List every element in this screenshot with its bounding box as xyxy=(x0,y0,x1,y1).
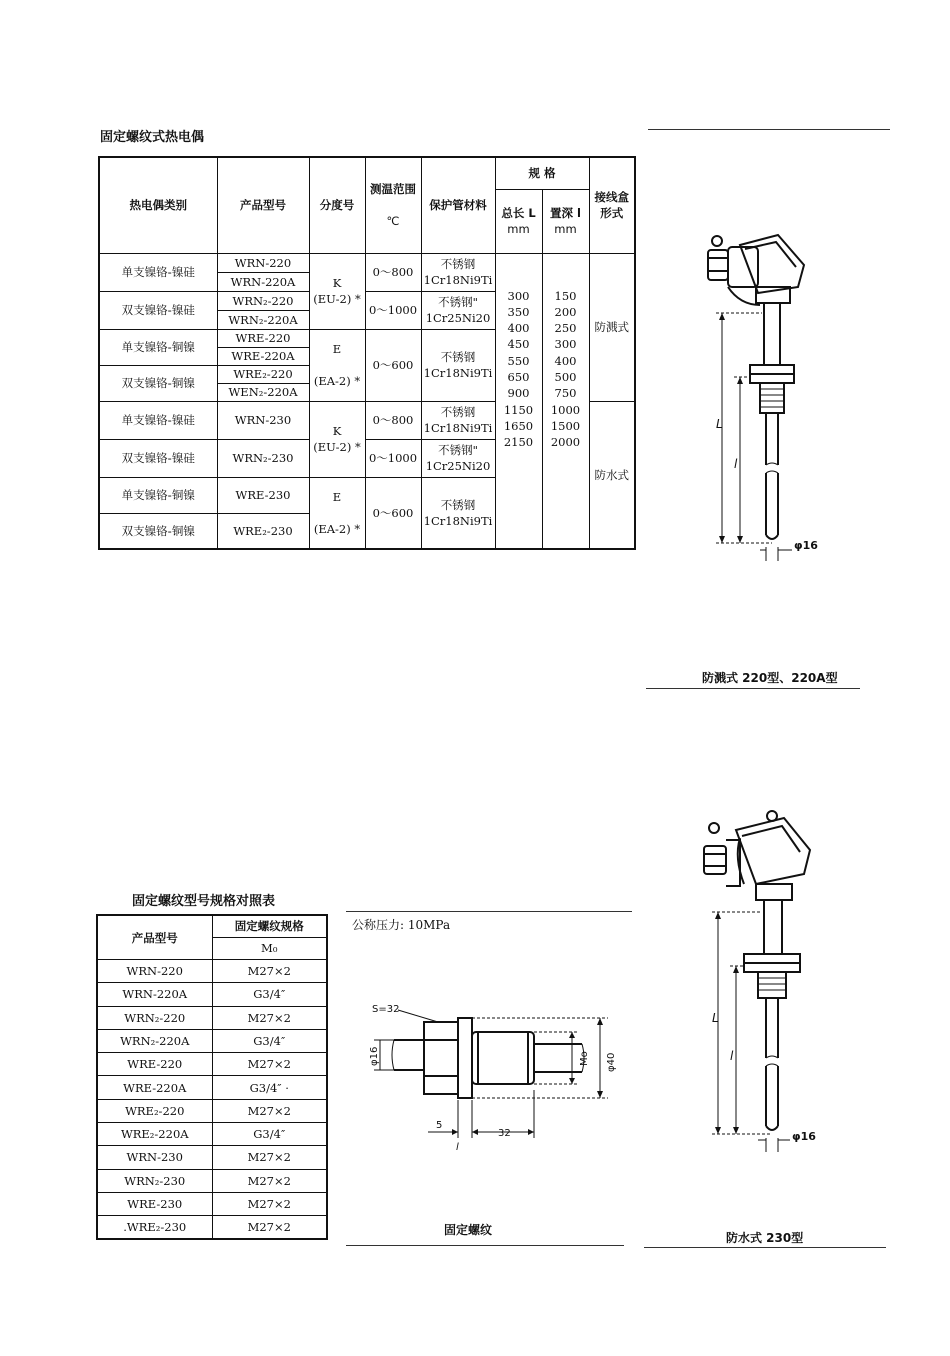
model-cell: WRN-220A xyxy=(97,983,212,1006)
table-row xyxy=(97,1216,327,1239)
range-cell: 0～600 xyxy=(365,477,421,549)
model-cell: WRE-230 xyxy=(97,1192,212,1215)
lengths-list xyxy=(496,288,542,451)
header-depth-label: 置深 l xyxy=(550,206,581,220)
model-cell: WRN₂-220A xyxy=(97,1029,212,1052)
dim-l-label: l xyxy=(456,1142,459,1153)
model-cell: WRE-220A xyxy=(97,1076,212,1099)
model-cell: WRN-220A xyxy=(217,272,309,291)
header-range-label: 测温范围 xyxy=(370,182,416,197)
graduation-code: K xyxy=(332,424,342,438)
dim-L-label: L xyxy=(712,1011,719,1025)
category-cell: 单支镍铬-铜镍 xyxy=(99,477,217,513)
table-row xyxy=(97,1099,327,1122)
table-row xyxy=(97,1146,327,1169)
dim5-label: 5 xyxy=(436,1120,443,1131)
range-cell: 0～1000 xyxy=(365,291,421,329)
figure1-caption: 防溅式 220型、220A型 xyxy=(702,671,838,685)
header-material: 保护管材料 xyxy=(421,157,495,253)
range-cell: 0～1000 xyxy=(365,439,421,477)
table-row xyxy=(97,1123,327,1146)
material-b: 1Cr25Ni20 xyxy=(425,311,491,325)
model-cell: WRE₂-220A xyxy=(97,1123,212,1146)
dim-dia-label: φ16 xyxy=(794,539,818,552)
length-cell xyxy=(495,253,542,549)
length-value: 400 xyxy=(507,321,530,336)
length-value: 650 xyxy=(507,369,530,384)
length-value: 1150 xyxy=(503,402,534,417)
model-cell: WRN₂-220A xyxy=(217,310,309,329)
model-cell: WRN-220 xyxy=(217,253,309,272)
spec-cell: M27×2 xyxy=(212,1146,327,1169)
header-category: 热电偶类别 xyxy=(99,157,217,253)
header-range xyxy=(365,157,421,253)
material-cell xyxy=(421,291,495,329)
model-cell: .WRE₂-230 xyxy=(97,1216,212,1239)
category-cell: 双支镍铬-镍硅 xyxy=(99,439,217,477)
section-title: 固定螺纹式热电偶 xyxy=(100,130,205,145)
divider xyxy=(648,129,890,130)
header-spec: 固定螺纹规格 xyxy=(212,915,327,937)
material-cell xyxy=(421,329,495,401)
figure2-caption: 固定螺纹 xyxy=(444,1223,493,1237)
depth-value: 500 xyxy=(554,369,577,384)
dim-dia-label: φ16 xyxy=(792,1130,816,1143)
box-cell-splash: 防溅式 xyxy=(589,253,635,401)
section2-title: 固定螺纹型号规格对照表 xyxy=(132,894,276,909)
table-row xyxy=(97,1169,327,1192)
header-box: 接线盒形式 xyxy=(589,157,635,253)
graduation-sub: (EA-2) * xyxy=(313,374,361,388)
depth-value: 1000 xyxy=(550,402,581,417)
model-cell: WRE₂-220 xyxy=(217,365,309,383)
model-cell: WRN₂-230 xyxy=(217,439,309,477)
depth-value: 2000 xyxy=(550,435,581,450)
material-a: 不锈钢 xyxy=(440,350,476,364)
spec-cell: M27×2 xyxy=(212,1192,327,1215)
divider xyxy=(346,1245,624,1246)
category-cell: 双支镍铬-镍硅 xyxy=(99,291,217,329)
graduation-code: K xyxy=(332,276,342,290)
spec-cell: M27×2 xyxy=(212,1099,327,1122)
header-spec: 规 格 xyxy=(495,157,589,189)
header-total-length-unit: mm xyxy=(507,222,530,236)
box-cell-waterproof: 防水式 xyxy=(589,401,635,549)
dim32-label: 32 xyxy=(498,1128,511,1139)
fixed-thread-drawing xyxy=(368,1000,628,1160)
depth-value: 1500 xyxy=(550,418,581,433)
thread-spec-table xyxy=(96,914,328,1240)
pressure-label: 公称压力: 10MPa xyxy=(352,918,451,932)
graduation-cell xyxy=(309,253,365,329)
model-cell: WRN₂-230 xyxy=(97,1169,212,1192)
table-row xyxy=(97,983,327,1006)
model-cell: WRE-220 xyxy=(217,329,309,347)
header-total-length-label: 总长 L xyxy=(501,206,536,220)
length-value: 900 xyxy=(507,386,530,401)
graduation-cell xyxy=(309,477,365,549)
category-cell: 双支镍铬-铜镍 xyxy=(99,365,217,401)
depth-value: 750 xyxy=(554,386,577,401)
header-depth xyxy=(542,189,589,253)
range-cell: 0～800 xyxy=(365,401,421,439)
material-cell xyxy=(421,253,495,291)
model-cell: WRE₂-230 xyxy=(217,513,309,549)
model-cell: WEN₂-220A xyxy=(217,383,309,401)
graduation-code: E xyxy=(332,342,342,356)
s-label: S=32 xyxy=(372,1004,400,1015)
material-b: 1Cr25Ni20 xyxy=(425,459,491,473)
depth-value: 250 xyxy=(554,321,577,336)
header-total-length xyxy=(495,189,542,253)
graduation-cell xyxy=(309,329,365,401)
material-b: 1Cr18Ni9Ti xyxy=(423,421,493,435)
thermocouple-table xyxy=(98,156,636,550)
splash-proof-thermocouple-drawing xyxy=(700,225,830,570)
category-cell: 单支镍铬-镍硅 xyxy=(99,253,217,291)
model-cell: WRE-220 xyxy=(97,1053,212,1076)
range-cell: 0～600 xyxy=(365,329,421,401)
header-range-unit: ℃ xyxy=(386,214,400,229)
graduation-sub: (EU-2) * xyxy=(313,292,361,306)
material-b: 1Cr18Ni9Ti xyxy=(423,273,493,287)
table-row xyxy=(97,1192,327,1215)
header-model: 产品型号 xyxy=(97,915,212,960)
spec-cell: G3/4″ · xyxy=(212,1076,327,1099)
depth-value: 150 xyxy=(554,288,577,303)
length-value: 450 xyxy=(507,337,530,352)
material-cell xyxy=(421,477,495,549)
material-b: 1Cr18Ni9Ti xyxy=(423,366,493,380)
table-row xyxy=(97,1006,327,1029)
dim-l-label: l xyxy=(730,1049,734,1063)
mo-label: Mo xyxy=(579,1051,590,1066)
material-cell xyxy=(421,401,495,439)
spec-cell: M27×2 xyxy=(212,1053,327,1076)
dim-L-label: L xyxy=(716,417,723,431)
length-value: 550 xyxy=(507,353,530,368)
header-graduation: 分度号 xyxy=(309,157,365,253)
dia16-label: φ16 xyxy=(369,1046,380,1066)
length-value: 350 xyxy=(507,304,530,319)
length-value: 1650 xyxy=(503,418,534,433)
depth-cell xyxy=(542,253,589,549)
model-cell: WRN-220 xyxy=(97,960,212,983)
graduation-code: E xyxy=(332,489,342,504)
graduation-sub: (EU-2) * xyxy=(313,440,361,454)
spec-cell: G3/4″ xyxy=(212,1123,327,1146)
length-value: 300 xyxy=(507,288,530,303)
model-cell: WRE₂-220 xyxy=(97,1099,212,1122)
dim-l-label: l xyxy=(734,457,738,471)
model-cell: WRN₂-220 xyxy=(217,291,309,310)
spec-cell: M27×2 xyxy=(212,1006,327,1029)
divider xyxy=(346,911,632,912)
depth-value: 400 xyxy=(554,353,577,368)
spec-cell: G3/4″ xyxy=(212,983,327,1006)
waterproof-thermocouple-drawing xyxy=(696,808,836,1158)
spec-cell: M27×2 xyxy=(212,1216,327,1239)
figure3-caption: 防水式 230型 xyxy=(726,1231,804,1245)
model-cell: WRN-230 xyxy=(97,1146,212,1169)
category-cell: 双支镍铬-铜镍 xyxy=(99,513,217,549)
table-row xyxy=(97,1076,327,1099)
category-cell: 单支镍铬-镍硅 xyxy=(99,401,217,439)
length-value: 2150 xyxy=(503,435,534,450)
divider xyxy=(644,1247,886,1248)
header-sub: M₀ xyxy=(212,937,327,959)
material-a: 不锈钢 xyxy=(440,405,476,419)
table-row xyxy=(97,1029,327,1052)
depth-value: 300 xyxy=(554,337,577,352)
material-a: 不锈钢 xyxy=(440,497,476,512)
material-b: 1Cr18Ni9Ti xyxy=(423,513,493,528)
graduation-cell xyxy=(309,401,365,477)
spec-cell: M27×2 xyxy=(212,960,327,983)
spec-cell: G3/4″ xyxy=(212,1029,327,1052)
material-a: 不锈钢" xyxy=(438,295,478,309)
header-depth-unit: mm xyxy=(554,222,577,236)
divider xyxy=(646,688,860,689)
category-cell: 单支镍铬-铜镍 xyxy=(99,329,217,365)
table-row xyxy=(97,1053,327,1076)
depth-value: 200 xyxy=(554,304,577,319)
model-cell: WRN-230 xyxy=(217,401,309,439)
graduation-sub: (EA-2) * xyxy=(313,521,361,536)
table-row xyxy=(97,960,327,983)
model-cell: WRE-220A xyxy=(217,347,309,365)
range-cell: 0～800 xyxy=(365,253,421,291)
spec-cell: M27×2 xyxy=(212,1169,327,1192)
material-a: 不锈钢" xyxy=(438,443,478,457)
material-a: 不锈钢 xyxy=(440,257,476,271)
material-cell xyxy=(421,439,495,477)
header-model: 产品型号 xyxy=(217,157,309,253)
dia40-label: φ40 xyxy=(606,1052,617,1072)
depths-list xyxy=(543,288,589,451)
model-cell: WRN₂-220 xyxy=(97,1006,212,1029)
model-cell: WRE-230 xyxy=(217,477,309,513)
